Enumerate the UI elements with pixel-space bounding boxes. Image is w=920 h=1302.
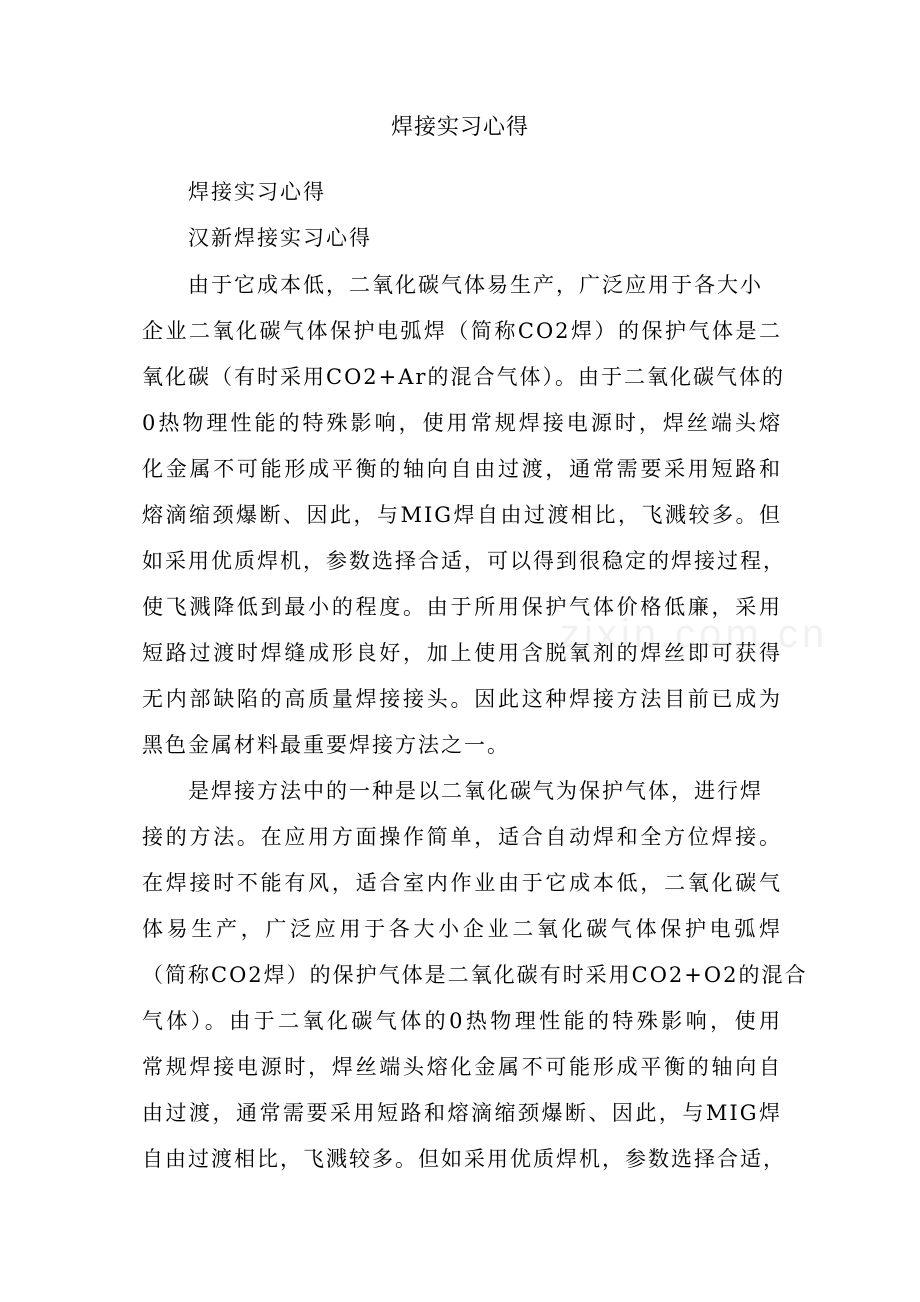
- paragraph-line: 由于它成本低，二氧化碳气体易生产，广泛应用于各大小: [188, 273, 763, 297]
- paragraph-line: 0热物理性能的特殊影响，使用常规焊接电源时，焊丝端头熔: [142, 411, 782, 435]
- paragraph-line: 体易生产，广泛应用于各大小企业二氧化碳气体保护电弧焊: [142, 917, 782, 941]
- paragraph-line: 是焊接方法中的一种是以二氧化碳气为保护气体，进行焊: [188, 779, 763, 803]
- subtitle-line: 汉新焊接实习心得: [188, 226, 372, 250]
- paragraph-line: 无内部缺陷的高质量焊接接头。因此这种焊接方法目前已成为: [142, 687, 782, 711]
- paragraph-line: 使飞溅降低到最小的程度。由于所用保护气体价格低廉，采用: [142, 595, 782, 619]
- paragraph-line: 气体）。由于二氧化碳气体的0热物理性能的特殊影响，使用: [142, 1009, 782, 1033]
- paragraph-line: 氧化碳（有时采用CO2+Ar的混合气体）。由于二氧化碳气体的: [142, 365, 785, 389]
- paragraph-line: （简称CO2焊）的保护气体是二氧化碳有时采用CO2+O2的混合: [142, 963, 808, 987]
- paragraph-line: 企业二氧化碳气体保护电弧焊（简称CO2焊）的保护气体是二: [142, 319, 782, 343]
- paragraph-line: 如采用优质焊机，参数选择合适，可以得到很稳定的焊接过程，: [142, 549, 786, 573]
- subtitle-line: 焊接实习心得: [188, 180, 326, 204]
- watermark: zixin.com.cn: [560, 612, 829, 656]
- paragraph-line: 由过渡，通常需要采用短路和熔滴缩颈爆断、因此，与MIG焊: [142, 1101, 782, 1125]
- document-title: 焊接实习心得: [390, 115, 529, 140]
- paragraph-line: 在焊接时不能有风，适合室内作业由于它成本低，二氧化碳气: [142, 871, 782, 895]
- paragraph-line: 自由过渡相比，飞溅较多。但如采用优质焊机，参数选择合适，: [142, 1147, 786, 1171]
- paragraph-line: 接的方法。在应用方面操作简单，适合自动焊和全方位焊接。: [142, 825, 782, 849]
- paragraph-line: 短路过渡时焊缝成形良好，加上使用含脱氧剂的焊丝即可获得: [142, 641, 782, 665]
- paragraph-line: 熔滴缩颈爆断、因此，与MIG焊自由过渡相比，飞溅较多。但: [142, 503, 782, 527]
- paragraph-line: 化金属不可能形成平衡的轴向自由过渡，通常需要采用短路和: [142, 457, 782, 481]
- paragraph-line: 常规焊接电源时，焊丝端头熔化金属不可能形成平衡的轴向自: [142, 1055, 782, 1079]
- paragraph-line: 黑色金属材料最重要焊接方法之一。: [142, 733, 510, 757]
